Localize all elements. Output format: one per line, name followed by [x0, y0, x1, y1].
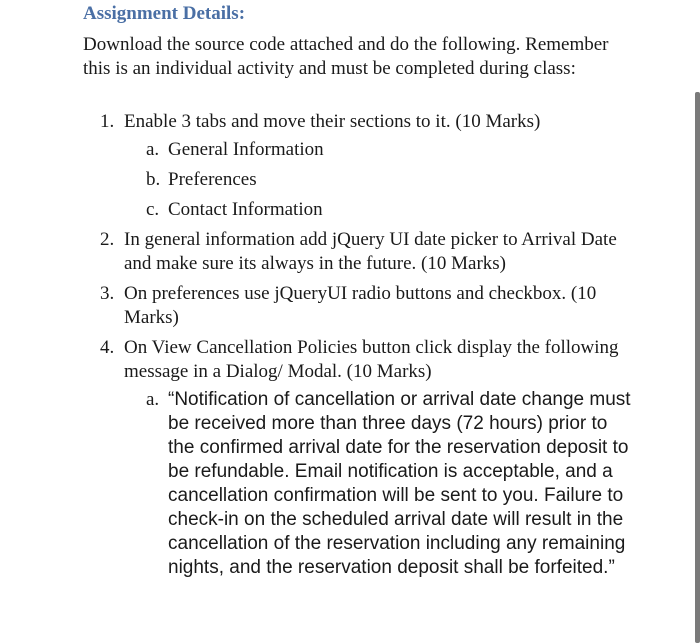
intro-paragraph: Download the source code attached and do the following. Remember this is an individual activity and must be completed during class:	[83, 34, 609, 79]
task-list	[100, 110, 640, 586]
item-text: In general information add jQuery UI date picker to Arrival Date and make sure its always in the future. (10 Marks)	[124, 229, 617, 274]
item-number: 1.	[100, 111, 115, 132]
sub-item-text: General Information	[168, 139, 324, 160]
sub-item	[146, 168, 640, 192]
item-text: Enable 3 tabs and move their sections to it. (10 Marks)	[124, 111, 541, 132]
sub-item	[146, 198, 640, 222]
list-item	[100, 110, 640, 222]
item-text: On View Cancellation Policies button click display the following message in a Dialog/ Modal. (10 Marks)	[124, 337, 619, 382]
item-text: On preferences use jQueryUI radio buttons and checkbox. (10 Marks)	[124, 283, 597, 328]
quote-text: “Notification of cancellation or arrival date change must be received more than three days (72 hours) prior to the confirmed arrival date for the reservation deposit to be refundable. Email notification is acceptable, and a cancellation confirmation will be sent to you. Failure to check-in on the scheduled arrival date will result in the cancellation of the reservation including any remaining nights, and the reservation deposit shall be forfeited.”	[168, 389, 631, 578]
sub-item-text: Contact Information	[168, 199, 323, 220]
assignment-heading: Assignment Details:	[83, 3, 246, 24]
sub-item-letter: b.	[146, 169, 161, 190]
sub-item-text: Preferences	[168, 169, 257, 190]
list-item	[100, 336, 640, 580]
list-item	[100, 228, 640, 276]
sub-item-letter: a.	[146, 139, 160, 160]
item-number: 3.	[100, 283, 115, 304]
list-item	[100, 282, 640, 330]
sub-item-letter: c.	[146, 199, 160, 220]
cancellation-quote	[146, 388, 638, 580]
sub-item-letter: a.	[146, 389, 160, 410]
item-number: 2.	[100, 229, 115, 250]
item-number: 4.	[100, 337, 115, 358]
sub-item	[146, 138, 640, 162]
vertical-scrollbar[interactable]	[695, 92, 700, 643]
